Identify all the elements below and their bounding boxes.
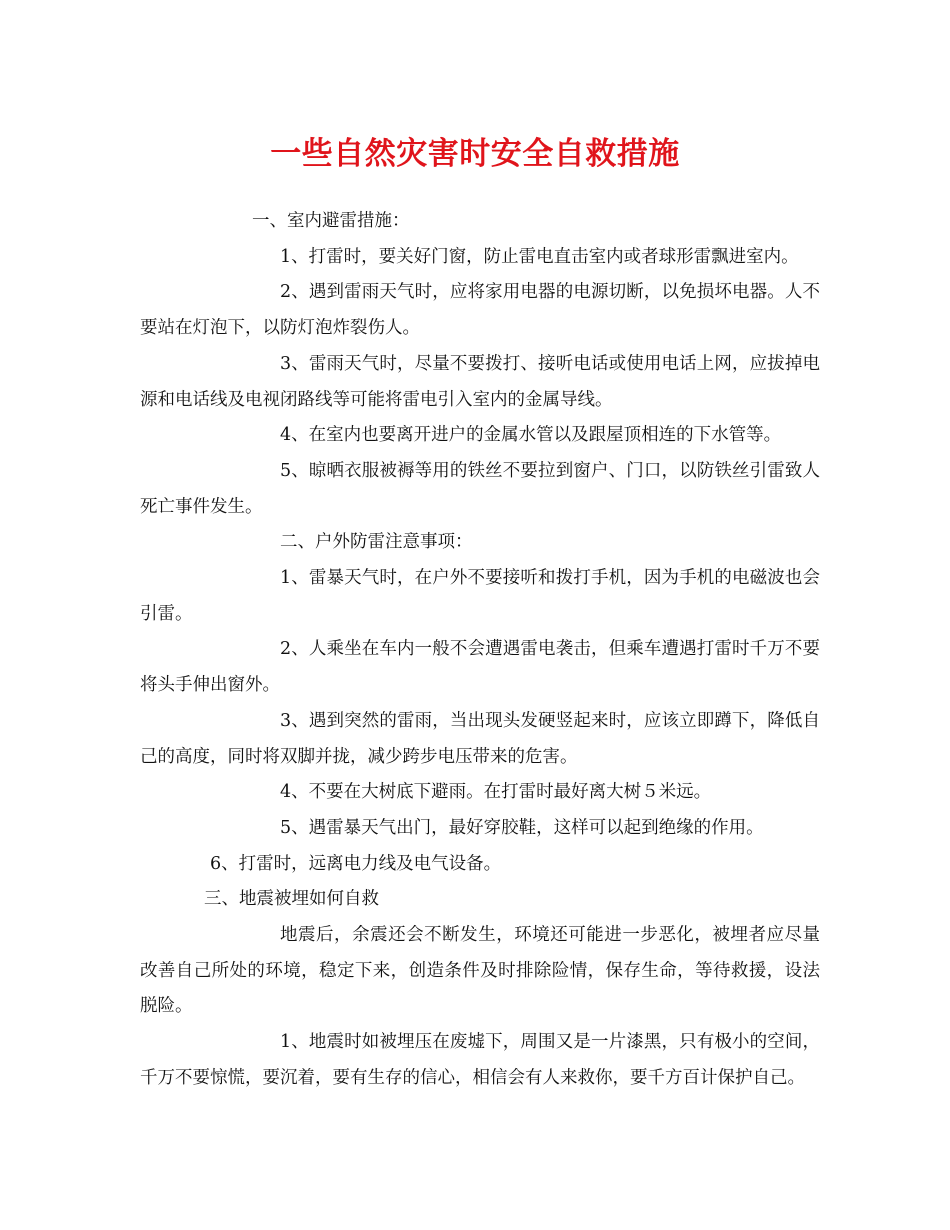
section-heading-outdoor: 二、户外防雷注意事项：: [280, 532, 473, 553]
paragraph: 1、打雷时，要关好门窗，防止雷电直击室内或者球形雷飘进室内。: [280, 246, 799, 267]
paragraph: 1、雷暴天气时，在户外不要接听和拨打手机，因为手机的电磁波也会引雷。: [140, 568, 820, 624]
paragraph: 3、遇到突然的雷雨，当出现头发硬竖起来时，应该立即蹲下，降低自己的高度，同时将双脚并拢，减少跨步电压带来的危害。: [140, 710, 820, 767]
document-body: [140, 204, 820, 1097]
paragraph: 2、遇到雷雨天气时，应将家用电器的电源切断，以免损坏电器。人不要站在灯泡下，以防灯泡炸裂伤人。: [140, 282, 820, 339]
paragraph: 4、在室内也要离开进户的金属水管以及跟屋顶相连的下水管等。: [280, 425, 782, 446]
paragraph: 6、打雷时，远离电力线及电气设备。: [210, 853, 502, 874]
paragraph: 4、不要在大树底下避雨。在打雷时最好离大树５米远。: [280, 782, 712, 803]
section-heading-earthquake: 三、地震被埋如何自救: [204, 889, 379, 910]
paragraph: 5、晾晒衣服被褥等用的铁丝不要拉到窗户、门口，以防铁丝引雷致人死亡事件发生。: [140, 460, 820, 517]
paragraph: 5、遇雷暴天气出门，最好穿胶鞋，这样可以起到绝缘的作用。: [280, 817, 764, 838]
paragraph: 1、地震时如被埋压在废墟下，周围又是一片漆黑，只有极小的空间，千万不要惊慌，要沉着，要有生存的信心，相信会有人来救你，要千方百计保护自己。: [140, 1032, 820, 1088]
paragraph: 地震后，余震还会不断发生，环境还可能进一步恶化，被埋者应尽量改善自己所处的环境，稳定下来，创造条件及时排除险情，保存生命，等待救援，设法脱险。: [140, 925, 820, 1017]
paragraph: 3、雷雨天气时，尽量不要拨打、接听电话或使用电话上网，应拔掉电源和电话线及电视闭路线等可能将雷电引入室内的金属导线。: [140, 353, 820, 410]
paragraph: 2、人乘坐在车内一般不会遭遇雷电袭击，但乘车遭遇打雷时千万不要将头手伸出窗外。: [140, 639, 820, 696]
section-heading-indoor: 一、室内避雷措施：: [252, 211, 410, 231]
document-title: 一些自然灾害时安全自救措施: [270, 136, 680, 172]
